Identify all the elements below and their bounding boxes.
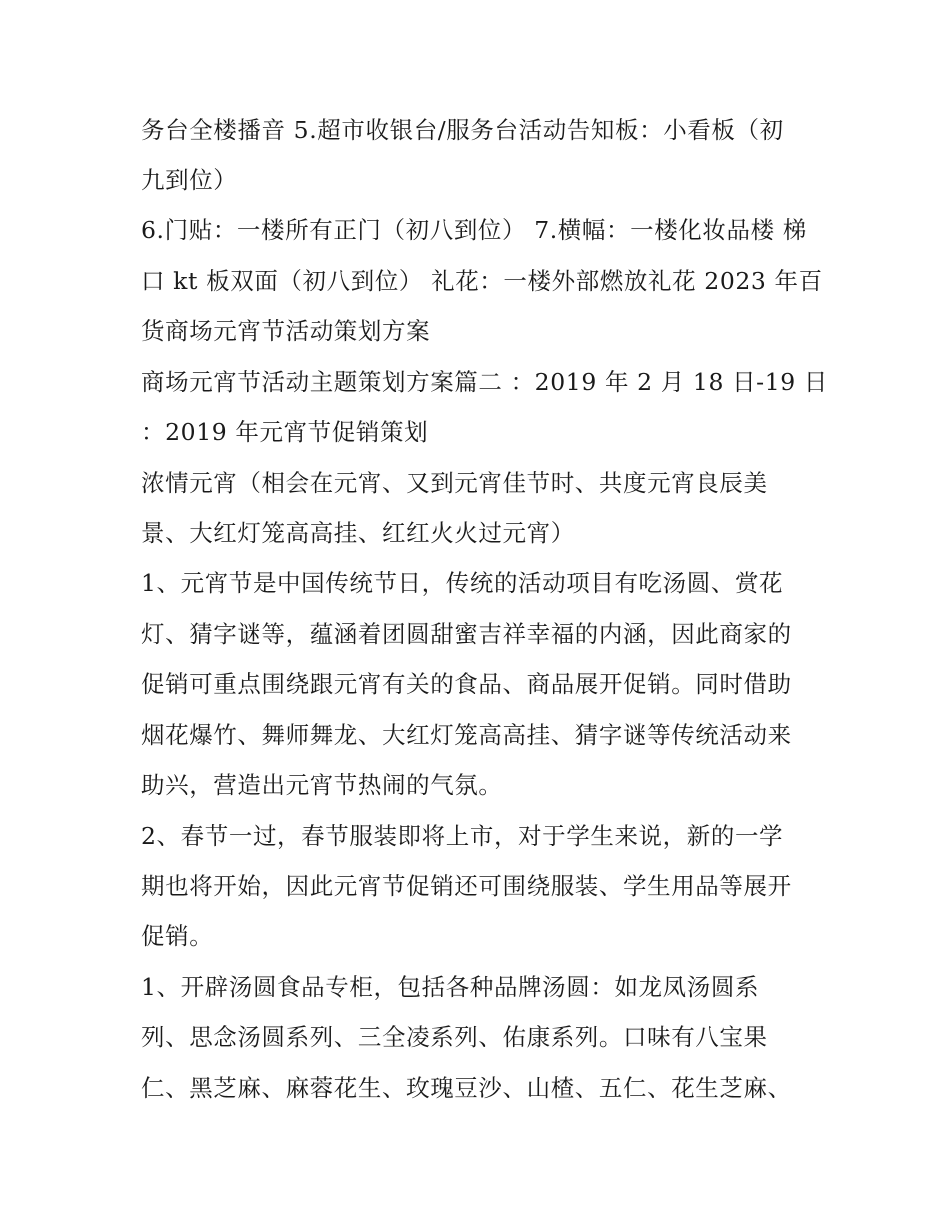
text-line: 1、开辟汤圆食品专柜，包括各种品牌汤圆：如龙凤汤圆系: [141, 973, 760, 1001]
text-line: 九到位）: [141, 166, 238, 194]
text-line: 浓情元宵（相会在元宵、又到元宵佳节时、共度元宵良辰美: [141, 469, 768, 497]
text-line: 仁、黑芝麻、麻蓉花生、玫瑰豆沙、山楂、五仁、花生芝麻、: [141, 1074, 792, 1102]
text-line: 务台全楼播音 5.超市收银台/服务台活动告知板：小看板（初: [141, 116, 784, 144]
text-line: 促销可重点围绕跟元宵有关的食品、商品展开促销。同时借助: [141, 670, 792, 698]
text-line: 助兴，营造出元宵节热闹的气氛。: [141, 771, 503, 799]
text-line: 期也将开始，因此元宵节促销还可围绕服装、学生用品等展开: [141, 872, 792, 900]
text-line: 1、元宵节是中国传统节日，传统的活动项目有吃汤圆、赏花: [141, 569, 784, 597]
text-line: 商场元宵节活动主题策划方案篇二 ：2019 年 2 月 18 日-19 日: [141, 368, 828, 396]
text-line: 6.门贴：一楼所有正门（初八到位） 7.横幅：一楼化妆品楼 梯: [141, 216, 807, 244]
text-line: 景、大红灯笼高高挂、红红火火过元宵）: [141, 519, 575, 547]
text-line: 烟花爆竹、舞师舞龙、大红灯笼高高挂、猜字谜等传统活动来: [141, 721, 792, 749]
text-line: 口 kt 板双面（初八到位） 礼花：一楼外部燃放礼花 2023 年百: [141, 267, 823, 295]
text-line: 2、春节一过，春节服装即将上市，对于学生来说，新的一学: [141, 822, 784, 850]
text-line: 促销。: [141, 922, 214, 950]
text-line: 灯、猜字谜等，蕴涵着团圆甜蜜吉祥幸福的内涵，因此商家的: [141, 620, 792, 648]
text-line: 列、思念汤圆系列、三全凌系列、佑康系列。口味有八宝果: [141, 1023, 768, 1051]
text-line: ：2019 年元宵节促销策划: [141, 418, 429, 446]
text-line: 货商场元宵节活动策划方案: [141, 317, 431, 345]
